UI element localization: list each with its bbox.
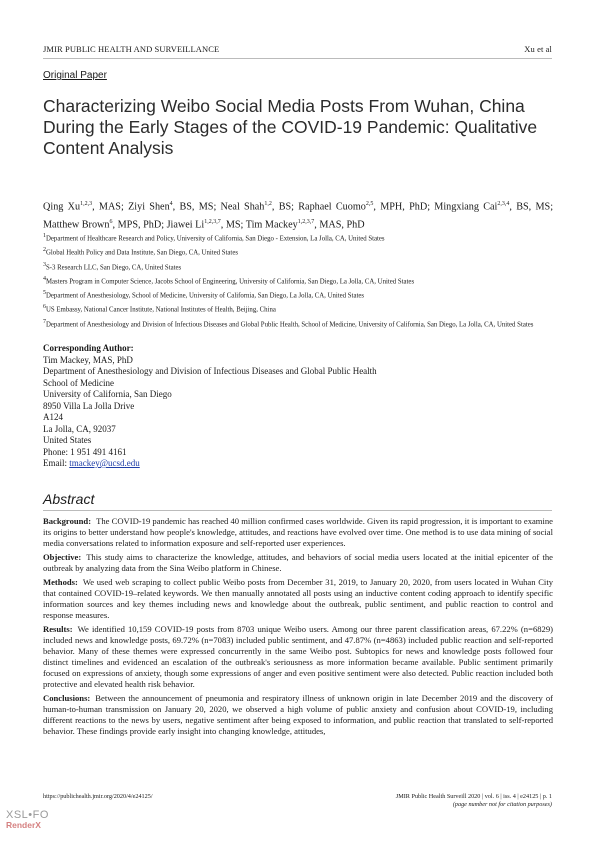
abstract-section-text: We identified 10,159 COVID-19 posts from 8703 unique Weibo users. Among our three parent classification areas, 67.22% (n=6829) included news and knowledge posts, 69.72% (n=7083) included public sentiment, and 47.87% (n=4863) included public reaction and self-reported behavior. Many of these themes were expressed concurrently in the same Weibo post. Subtopics for news and knowledge posts followed four distinct timelines and evidenced an escalation of the outbreak's seriousness as more information became available. Public sentiment primarily focused on expressions of anxiety, though some expressions of anger and even positive sentiment were also detected. Public reaction included both protective and elevated health risk behavior. [43,624,553,689]
author-affiliation-marker: 2,3,4 [497,201,510,207]
author-name: Qing Xu [43,201,81,213]
author-name: Ziyi Shen [128,201,170,213]
author-affiliation-marker: 1,2,3,7 [297,218,315,225]
abstract-section-label: Objective: [43,552,82,562]
affiliation-text: S-3 Research LLC, San Diego, CA, United States [46,263,182,271]
address-line: United States [43,435,92,445]
affiliation-text: Global Health Policy and Data Institute, San Diego, CA, United States [46,249,238,257]
logo-line-2: RenderX [6,820,41,830]
abstract-section [43,624,553,690]
author-affiliation-marker: 1,2 [264,201,272,207]
header-divider [43,58,552,59]
abstract-section-label: Methods: [43,577,78,587]
running-header [43,44,552,54]
affiliation-item [43,318,555,329]
affiliation-number: 2 [43,247,46,254]
address-line: Department of Anesthesiology and Division of Infectious Diseases and Global Public Health [43,366,377,376]
abstract-section-text: Between the announcement of pneumonia and respiratory illness of unknown origin in late December 2019 and the discovery of human-to-human transmission on January 20, 2020, we observed a high volume of public anxiety and confusion about COVID-19, including different reactions to the news by users, negative sentiment after being exposed to information, and public reaction that translated to self-reported behavior. These findings provide early insight into changing knowledge, attitudes, [43,693,553,736]
address-line: University of California, San Diego [43,389,172,399]
abstract-divider [43,510,552,511]
corresponding-heading: Corresponding Author: [43,343,134,353]
author-name: Neal Shah [220,201,265,213]
abstract-section-text: This study aims to characterize the knowledge, attitudes, and behaviors of social media users located at the initial epicenter of the outbreak by analyzing data from the Sina Weibo platform in Chinese. [43,552,553,573]
affiliation-item [43,261,555,272]
author-name: Mingxiang Cai [434,201,498,213]
author-degrees: , BS, MS; [172,201,221,213]
author-degrees: , BS, MS; [509,201,554,213]
address-line: A124 [43,412,63,422]
corresponding-author [43,343,377,470]
address-line: Tim Mackey, MAS, PhD [43,354,133,365]
abstract-section [43,577,553,621]
email-link[interactable]: tmackey@ucsd.edu [69,458,140,468]
affiliation-text: Department of Healthcare Research and Policy, University of California, San Diego - Extension, La Jolla, CA, United States [46,235,385,243]
corresponding-address [43,355,377,459]
affiliation-item [43,246,555,257]
affiliation-number: 5 [43,290,46,297]
author-degrees: , MAS; [92,201,129,213]
paper-type: Original Paper [43,70,107,81]
author-name: Matthew Brown [43,219,110,231]
footer-citation [396,793,552,809]
abstract-section-label: Background: [43,516,92,526]
address-line: La Jolla, CA, 92037 [43,423,116,434]
abstract-section-label: Conclusions: [43,693,91,703]
author-name: Jiawei Li [166,219,205,231]
author-degrees: , MPS, PhD; [112,219,167,231]
author-affiliation-marker: 1,2,3,7 [204,218,221,225]
author-affiliation-marker: 1,2,3 [80,201,93,207]
author-list [43,197,553,233]
affiliation-number: 3 [43,261,46,268]
author-name: Tim Mackey [245,219,298,231]
author-name: Raphael Cuomo [298,201,366,213]
affiliation-text: Department of Anesthesiology, School of Medicine, University of California, San Diego, La Jolla, CA, United States [46,292,365,300]
author-degrees: , MAS, PhD [314,219,365,231]
affiliation-number: 7 [43,318,46,325]
affiliation-text: Department of Anesthesiology and Division of Infectious Diseases and Global Public Health, School of Medicine, University of California, San Diego, La Jolla, CA, United States [46,320,534,328]
abstract-section [43,693,553,737]
citation-note: (page number not for citation purposes) [452,801,552,808]
author-degrees: , MPH, PhD; [373,201,435,213]
abstract-section-text: We used web scraping to collect public Weibo posts from December 31, 2019, to January 20, 2020, from users located in Wuhan City that contained COVID-19–related keywords. We then manually annotated all posts using an inductive content coding approach to identify specific information sources and key themes including news and knowledge about the outbreak, public sentiment, and public reaction to control and response measures. [43,577,553,620]
corresponding-email: Email: tmackey@ucsd.edu [43,458,140,468]
abstract-body [43,516,553,740]
affiliation-text: US Embassy, National Cancer Institute, National Institutes of Health, Beijing, China [46,306,276,314]
affiliation-item [43,275,555,286]
affiliation-number: 1 [43,233,46,239]
affiliation-item [43,303,555,314]
author-affiliation-marker: 4 [169,201,173,207]
abstract-section-text: The COVID-19 pandemic has reached 40 million confirmed cases worldwide. Given its rapid progression, it is important to examine its origins to better understand how people's knowledge, attitudes, and reactions have evolved over time. One method is to use data mining of social media conversations related to information exposure and self-reported user experiences. [43,516,553,548]
journal-name: JMIR PUBLIC HEALTH AND SURVEILLANCE [43,44,220,54]
citation-text: JMIR Public Health Surveill 2020 | vol. 6 | iss. 4 | e24125 | p. 1 [395,793,552,800]
abstract-section [43,516,553,549]
affiliation-number: 6 [43,304,46,311]
header-authors: Xu et al [524,44,552,54]
address-line: School of Medicine [43,377,114,388]
author-degrees: , MS; [220,219,246,231]
affiliation-list [43,232,555,332]
paper-title: Characterizing Weibo Social Media Posts From Wuhan, China During the Early Stages of the COVID-19 Pandemic: Qualitative Content Analysis [43,96,538,158]
address-line: 8950 Villa La Jolla Drive [43,400,135,411]
footer-url[interactable]: https://publichealth.jmir.org/2020/4/e24125/ [43,793,153,800]
address-line: Phone: 1 951 491 4161 [43,446,127,457]
affiliation-item [43,289,555,300]
abstract-heading: Abstract [43,491,95,507]
author-degrees: , BS; [271,201,299,213]
author-affiliation-marker: 2,5 [365,201,374,207]
author-affiliation-marker: 6 [109,218,113,225]
logo-line-1: XSL•FO [6,809,49,821]
abstract-section-label: Results: [43,624,73,634]
abstract-section [43,552,553,574]
affiliation-number: 4 [43,275,46,282]
affiliation-item [43,232,555,243]
renderx-logo [6,809,49,830]
affiliation-text: Masters Program in Computer Science, Jacobs School of Engineering, University of California, San Diego, La Jolla, CA, United States [46,278,415,286]
